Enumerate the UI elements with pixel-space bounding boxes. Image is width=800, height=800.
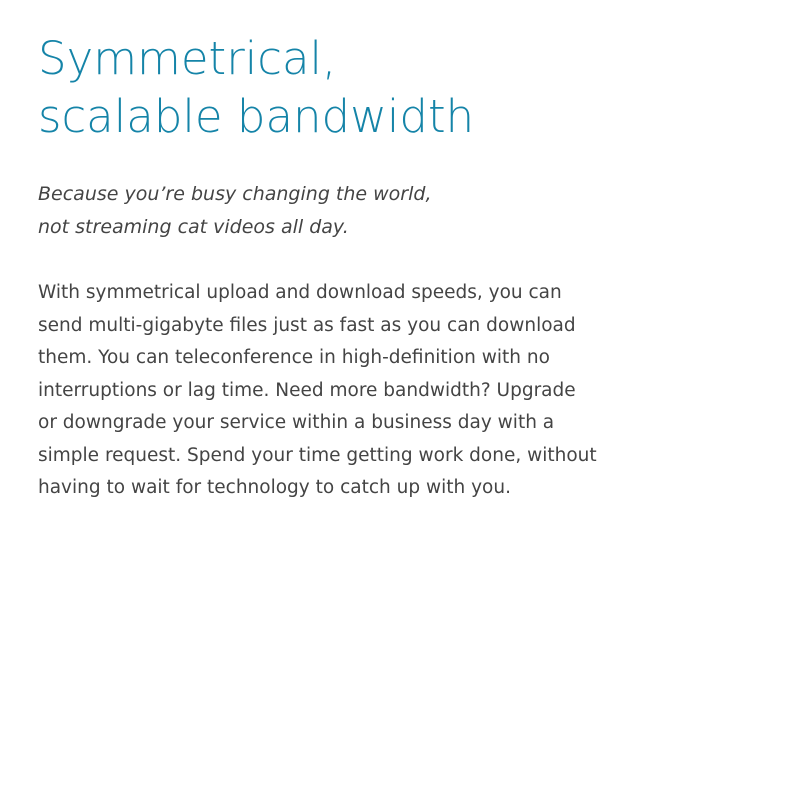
body-line: having to wait for technology to catch up with you. — [38, 477, 511, 498]
body-line: send multi-gigabyte files just as fast as you can download — [38, 314, 576, 336]
body-line: them. You can teleconference in high-definition with no — [38, 347, 550, 368]
body-line: interruptions or lag time. Need more bandwidth? Upgrade — [38, 379, 576, 401]
tagline-line: not streaming cat videos all day. — [38, 216, 349, 238]
body-line: With symmetrical upload and download speeds, you can — [38, 282, 562, 303]
content-block — [38, 30, 658, 505]
page-title — [38, 30, 658, 146]
body-line: simple request. Spend your time getting work done, without — [38, 444, 597, 466]
body-paragraph — [38, 277, 658, 505]
tagline — [38, 178, 658, 244]
title-line: scalable bandwidth — [38, 90, 475, 143]
body-line: or downgrade your service within a business day with a — [38, 412, 555, 433]
title-line: Symmetrical, — [38, 32, 337, 85]
tagline-line: Because you’re busy changing the world, — [38, 183, 432, 205]
